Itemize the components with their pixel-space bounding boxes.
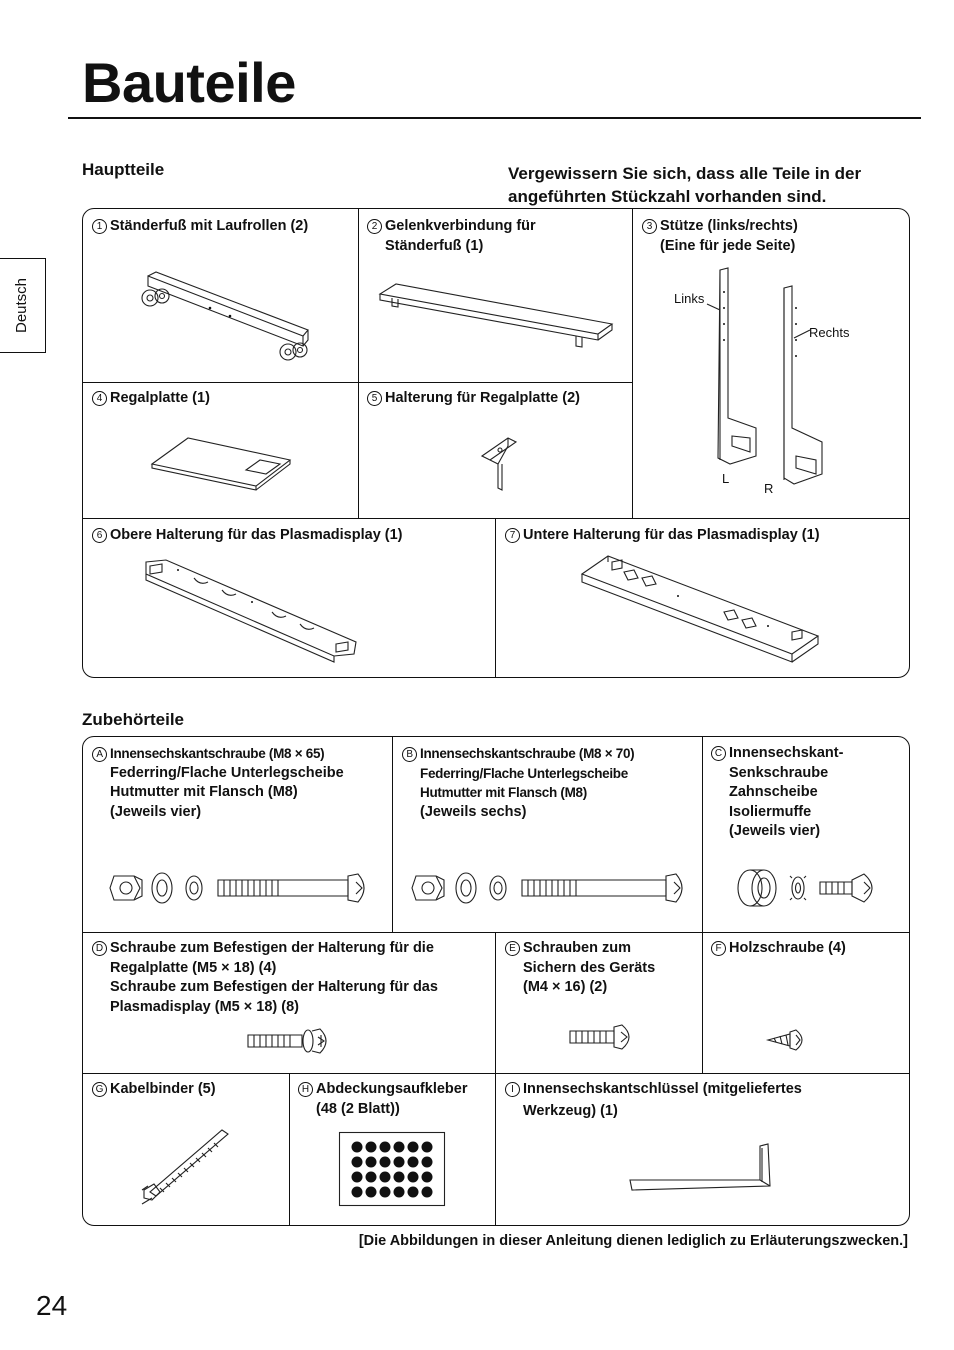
label-links: Links: [674, 291, 705, 306]
part-1-caption: 1 Ständerfuß mit Laufrollen (2): [92, 217, 308, 237]
label-rechts: Rechts: [809, 325, 850, 340]
accessory-a-caption: A Innensechskantschraube (M8 × 65) Federring/Flache Unterlegscheibe Hutmutter mit Flansch (M8) (Jeweils vier): [92, 744, 344, 822]
marker-d: D: [92, 941, 107, 956]
marker-f: F: [711, 941, 726, 956]
upper-display-bracket-illustration: [142, 558, 360, 662]
accessory-f-caption: F Holzschraube (4): [711, 939, 846, 959]
marker-e: E: [505, 941, 520, 956]
marker-2: 2: [367, 219, 382, 234]
part-4-caption: 4 Regalplatte (1): [92, 389, 210, 409]
part-3-caption: 3 Stütze (links/rechts) (Eine für jede Seite): [642, 217, 798, 256]
sticker-dot: [366, 1142, 377, 1153]
sticker-dot: [422, 1187, 433, 1198]
sticker-dot: [422, 1142, 433, 1153]
page-title: Bauteile: [82, 51, 296, 114]
illustration-disclaimer: [Die Abbildungen in dieser Anleitung dienen lediglich zu Erläuterungszwecken.]: [358, 1233, 908, 1249]
accessory-e-caption: E Schrauben zum Sichern des Geräts (M4 × 16) (2): [505, 939, 655, 998]
marker-c: C: [711, 746, 726, 761]
marker-3: 3: [642, 219, 657, 234]
bolt-set-c-illustration: [734, 866, 882, 910]
page-number: 24: [36, 1290, 68, 1321]
sticker-dot: [380, 1142, 391, 1153]
sticker-dot: [394, 1142, 405, 1153]
sticker-dot: [408, 1157, 419, 1168]
marker-a: A: [92, 747, 107, 762]
sticker-dot: [422, 1157, 433, 1168]
language-tab: [0, 258, 46, 353]
accessory-b-caption: B Innensechskantschraube (M8 × 70) Federring/Flache Unterlegscheibe Hutmutter mit Flansch (M8) (Jeweils sechs): [402, 744, 634, 822]
marker-6: 6: [92, 528, 107, 543]
sticker-dot: [394, 1172, 405, 1183]
marker-i: I: [505, 1082, 520, 1097]
main-parts-heading: Hauptteile: [82, 160, 165, 179]
accessory-g-caption: G Kabelbinder (5): [92, 1080, 216, 1100]
sticker-dot: [366, 1187, 377, 1198]
part-7-caption: 7 Untere Halterung für das Plasmadisplay (1): [505, 526, 820, 546]
column-pair-illustration: [700, 268, 830, 498]
shelf-bracket-illustration: [478, 434, 522, 492]
lower-display-bracket-illustration: [578, 552, 822, 664]
screw-d-illustration: [246, 1026, 330, 1056]
part-5-caption: 5 Halterung für Regalplatte (2): [367, 389, 580, 409]
accessory-i-caption: I Innensechskantschlüssel (mitgeliefertes Werkzeug) (1): [505, 1080, 802, 1121]
title-rule: [68, 117, 921, 119]
screw-e-illustration: [568, 1024, 634, 1050]
shelf-illustration: [150, 434, 292, 492]
marker-1: 1: [92, 219, 107, 234]
marker-g: G: [92, 1082, 107, 1097]
accessory-h-caption: H Abdeckungsaufkleber (48 (2 Blatt)): [298, 1080, 468, 1119]
sticker-dot: [352, 1157, 363, 1168]
sticker-dot: [366, 1172, 377, 1183]
accessories-heading: Zubehörteile: [82, 710, 185, 729]
sticker-dot: [352, 1187, 363, 1198]
sticker-dot: [408, 1172, 419, 1183]
completeness-note: Vergewissern Sie sich, dass alle Teile in der angeführten Stückzahl vorhanden sind.: [508, 164, 862, 206]
accessory-c-caption: C Innensechskant- Senkschraube Zahnscheibe Isoliermuffe (Jeweils vier): [711, 744, 843, 842]
part-6-caption: 6 Obere Halterung für das Plasmadisplay (1): [92, 526, 403, 546]
hex-key-illustration: [628, 1142, 774, 1194]
sticker-dot: [408, 1142, 419, 1153]
marker-h: H: [298, 1082, 313, 1097]
sticker-dot: [408, 1187, 419, 1198]
sticker-dot: [380, 1157, 391, 1168]
sticker-dot: [422, 1172, 433, 1183]
language-tab-label: Deutsch: [13, 277, 30, 333]
sticker-dot: [366, 1157, 377, 1168]
wood-screw-illustration: [766, 1028, 808, 1052]
base-joint-illustration: [376, 280, 616, 350]
tag-l: L: [722, 471, 730, 486]
marker-4: 4: [92, 391, 107, 406]
sticker-dot: [380, 1187, 391, 1198]
marker-5: 5: [367, 391, 382, 406]
cover-sticker-sheet-illustration: [339, 1132, 445, 1206]
cable-tie-illustration: [138, 1128, 232, 1210]
bolt-set-b-illustration: [410, 868, 690, 908]
marker-b: B: [402, 747, 417, 762]
marker-7: 7: [505, 528, 520, 543]
bolt-set-a-illustration: [108, 868, 370, 908]
sticker-dot: [394, 1187, 405, 1198]
sticker-dot: [394, 1157, 405, 1168]
sticker-dot: [352, 1142, 363, 1153]
caster-base-illustration: [138, 268, 310, 364]
tag-r: R: [764, 481, 774, 496]
sticker-dot: [352, 1172, 363, 1183]
sticker-dot: [380, 1172, 391, 1183]
accessory-d-caption: D Schraube zum Befestigen der Halterung für die Regalplatte (M5 × 18) (4) Schraube zum Befestigen der Halterung für das Plasmadisplay (M5 × 18) (8): [92, 939, 438, 1017]
part-2-caption: 2 Gelenkverbindung für Ständerfuß (1): [367, 217, 536, 256]
